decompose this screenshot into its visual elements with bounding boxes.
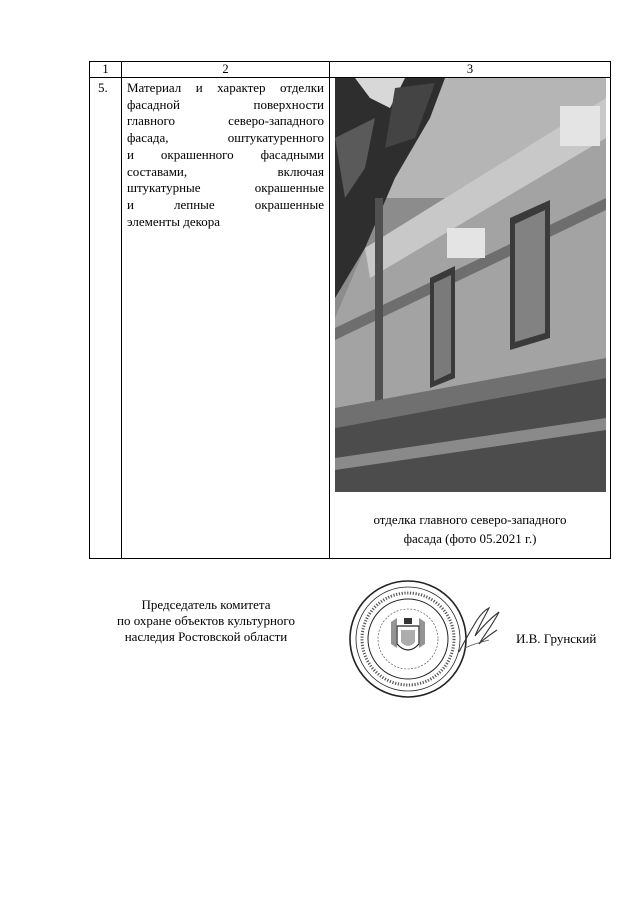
facade-photo — [335, 78, 606, 492]
description-word: северо-западного — [228, 113, 324, 129]
signer-title-line-1: Председатель комитета — [141, 597, 271, 612]
description-line — [127, 130, 324, 147]
facade-description-table — [89, 61, 611, 559]
description-word: окрашенные — [254, 196, 324, 212]
description-line — [127, 180, 324, 197]
description-line — [127, 80, 324, 97]
caption-line-1: отделка главного северо-западного — [373, 512, 567, 527]
signer-title-line-3: наследия Ростовской области — [124, 629, 288, 644]
caption-line-2: фасада (фото 05.2021 г.) — [403, 531, 537, 546]
description-word: поверхности — [253, 96, 324, 112]
header-cell-2: 2 — [122, 62, 330, 78]
description-word: составами, — [127, 163, 188, 179]
photo-cell — [330, 78, 611, 559]
description-line — [127, 214, 324, 231]
row-number: 5. — [90, 78, 122, 559]
signer-title — [90, 597, 322, 645]
description-word: штукатурные — [127, 180, 201, 196]
description-line — [127, 97, 324, 114]
table-header-row — [90, 62, 611, 78]
description-word: фасада, — [127, 130, 169, 146]
description-line — [127, 147, 324, 164]
description-word: фасадной — [127, 96, 180, 112]
description-word: элементы декора — [127, 213, 221, 229]
description-word: включая — [277, 163, 324, 179]
description-word: отделки — [279, 80, 324, 95]
signer-name: И.В. Грунский — [516, 631, 597, 646]
official-seal-icon — [347, 578, 469, 700]
description-word: характер — [217, 80, 266, 95]
row-description — [122, 78, 330, 559]
handwritten-signature-icon — [455, 600, 503, 660]
description-line — [127, 197, 324, 214]
signer-title-line-2: по охране объектов культурного — [117, 613, 295, 628]
description-word: оштукатуренного — [227, 130, 324, 146]
description-word: и — [127, 196, 134, 212]
description-word: и — [127, 146, 134, 162]
description-word: Материал — [127, 80, 182, 95]
header-cell-1: 1 — [90, 62, 122, 78]
description-word: лепные — [173, 196, 215, 212]
description-text — [127, 80, 324, 230]
description-word: окрашенные — [254, 180, 324, 196]
description-line — [127, 164, 324, 181]
description-word: главного — [127, 113, 176, 129]
description-word: окрашенного — [160, 146, 234, 162]
description-word: и — [195, 80, 203, 95]
table-row — [90, 78, 611, 559]
description-line — [127, 113, 324, 130]
header-cell-3: 3 — [330, 62, 611, 78]
photo-caption — [330, 510, 610, 548]
description-word: фасадными — [260, 146, 324, 162]
